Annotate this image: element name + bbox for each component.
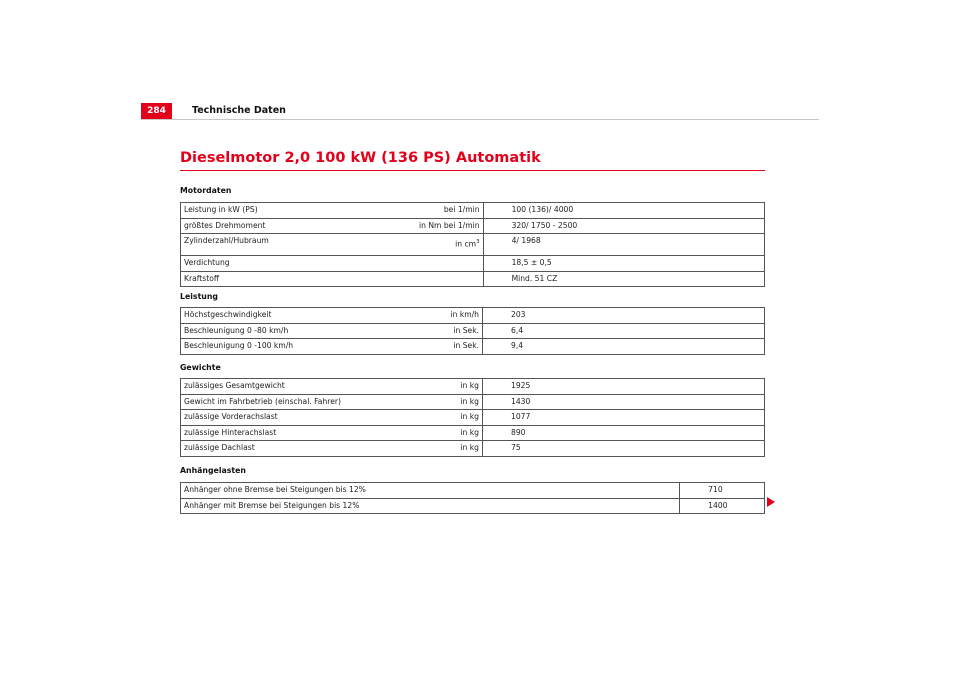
table-row [181,203,765,219]
table-gewichte [180,378,765,457]
row-value: 1400 [680,498,765,514]
unit-text: in cm [455,239,477,249]
row-label: Verdichtung [181,256,417,272]
row-value: 890 [483,425,765,441]
page-number: 284 [141,103,172,119]
table-row [181,271,765,287]
row-unit: in kg [416,441,483,457]
table-row [181,339,765,355]
row-value: 100 (136)/ 4000 [483,203,764,219]
table-row [181,498,765,514]
row-label: Zylinderzahl/Hubraum [181,234,417,256]
row-label: größtes Drehmoment [181,218,417,234]
table-row [181,394,765,410]
row-value: Mind. 51 CZ [483,271,764,287]
heading-leistung: Leistung [180,292,218,301]
section-title: Technische Daten [192,105,286,116]
row-label: zulässige Dachlast [181,441,417,457]
row-value: 9,4 [483,339,765,355]
table-row [181,410,765,426]
row-label: Kraftstoff [181,271,417,287]
row-unit [416,234,483,256]
row-value: 6,4 [483,323,765,339]
row-value: 75 [483,441,765,457]
unit-superscript: 3 [476,239,480,246]
row-unit: in km/h [416,308,483,324]
row-label: Beschleunigung 0 -100 km/h [181,339,417,355]
row-unit: in Nm bei 1/min [416,218,483,234]
title-divider [180,170,765,171]
row-unit [416,271,483,287]
row-value: 320/ 1750 - 2500 [483,218,764,234]
table-row [181,323,765,339]
row-label: zulässiges Gesamtgewicht [181,379,417,395]
row-value: 18,5 ± 0,5 [483,256,764,272]
heading-motordaten: Motordaten [180,186,232,195]
row-label: Anhänger mit Bremse bei Steigungen bis 12% [181,498,680,514]
row-label: Beschleunigung 0 -80 km/h [181,323,417,339]
row-unit: in kg [416,379,483,395]
table-leistung [180,307,765,355]
row-label: Gewicht im Fahrbetrieb (einschal. Fahrer) [181,394,417,410]
table-anhaengelasten [180,482,765,514]
table-row [181,256,765,272]
row-label: Leistung in kW (PS) [181,203,417,219]
table-row [181,218,765,234]
row-unit: in kg [416,410,483,426]
table-row [181,379,765,395]
table-row [181,441,765,457]
row-unit: in kg [416,425,483,441]
table-row [181,483,765,499]
row-value: 1077 [483,410,765,426]
row-label: zulässige Vorderachslast [181,410,417,426]
row-value: 710 [680,483,765,499]
row-value: 1925 [483,379,765,395]
header-divider [141,119,819,120]
row-unit: in Sek. [416,323,483,339]
table-row [181,425,765,441]
row-label: zulässige Hinterachslast [181,425,417,441]
row-unit [416,256,483,272]
row-unit: bei 1/min [416,203,483,219]
triangle-right-icon[interactable] [767,497,775,507]
table-motordaten [180,202,765,287]
row-unit: in kg [416,394,483,410]
row-label: Höchstgeschwindigkeit [181,308,417,324]
table-row [181,234,765,256]
heading-anhaengelasten: Anhängelasten [180,466,246,475]
heading-gewichte: Gewichte [180,363,221,372]
row-value: 1430 [483,394,765,410]
row-label: Anhänger ohne Bremse bei Steigungen bis 12% [181,483,680,499]
row-unit: in Sek. [416,339,483,355]
row-value: 4/ 1968 [483,234,764,256]
page-title: Dieselmotor 2,0 100 kW (136 PS) Automatik [180,150,541,166]
table-row [181,308,765,324]
row-value: 203 [483,308,765,324]
